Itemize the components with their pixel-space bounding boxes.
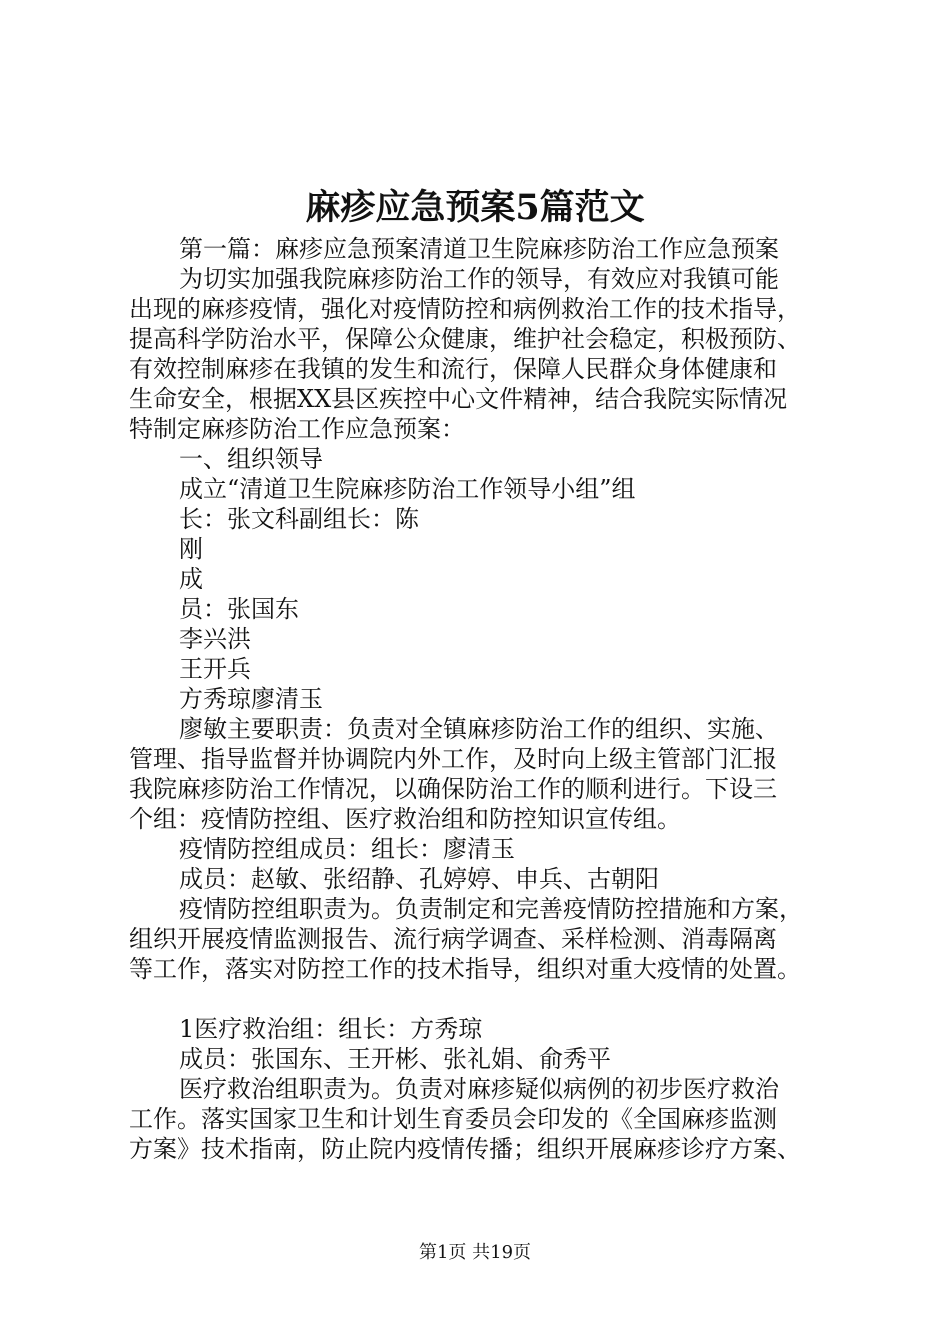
text-line: 成员：张国东、王开彬、张礼娟、俞秀平 [179, 1045, 611, 1073]
text-line: 方案》技术指南，防止院内疫情传播；组织开展麻疹诊疗方案、 [129, 1135, 801, 1163]
text-line: 李兴洪 [179, 625, 251, 653]
text-line: 疫情防控组成员：组长：廖清玉 [179, 835, 515, 863]
text-line: 生命安全，根据XX县区疾控中心文件精神，结合我院实际情况 [129, 385, 788, 413]
text-line: 我院麻疹防治工作情况，以确保防治工作的顺利进行。下设三 [129, 775, 777, 803]
text-line: 工作。落实国家卫生和计划生育委员会印发的《全国麻疹监测 [129, 1105, 777, 1133]
document-body [129, 234, 859, 1164]
text-line: 廖敏主要职责：负责对全镇麻疹防治工作的组织、实施、 [179, 715, 779, 743]
text-line: 1医疗救治组：组长：方秀琼 [179, 1015, 483, 1043]
text-line: 出现的麻疹疫情，强化对疫情防控和病例救治工作的技术指导， [129, 295, 801, 323]
text-line: 医疗救治组职责为。负责对麻疹疑似病例的初步医疗救治 [179, 1075, 779, 1103]
document-title: 麻疹应急预案5篇范文 [305, 187, 645, 228]
text-line: 成立“清道卫生院麻疹防治工作领导小组”组 [179, 475, 636, 503]
text-line: 等工作，落实对防控工作的技术指导，组织对重大疫情的处置。 [129, 955, 801, 983]
paragraph-gap [129, 984, 859, 1014]
text-line: 成 [179, 565, 203, 593]
text-line: 长：张文科副组长：陈 [179, 505, 419, 533]
text-line: 特制定麻疹防治工作应急预案： [129, 415, 465, 443]
text-line: 成员：赵敏、张绍静、孔婷婷、申兵、古朝阳 [179, 865, 659, 893]
text-line: 组织开展疫情监测报告、流行病学调查、采样检测、消毒隔离 [129, 925, 777, 953]
text-line: 为切实加强我院麻疹防治工作的领导，有效应对我镇可能 [179, 265, 779, 293]
text-line: 一、组织领导 [179, 445, 323, 473]
text-line: 王开兵 [179, 655, 251, 683]
page-number-footer: 第1页 共19页 [418, 1242, 532, 1263]
text-line: 疫情防控组职责为。负责制定和完善疫情防控措施和方案， [179, 895, 803, 923]
text-line: 个组：疫情防控组、医疗救治组和防控知识宣传组。 [129, 805, 681, 833]
text-line: 刚 [179, 535, 203, 563]
text-line: 员：张国东 [179, 595, 299, 623]
text-line: 管理、指导监督并协调院内外工作，及时向上级主管部门汇报 [129, 745, 777, 773]
text-line: 有效控制麻疹在我镇的发生和流行，保障人民群众身体健康和 [129, 355, 777, 383]
text-line: 方秀琼廖清玉 [179, 685, 323, 713]
text-line: 第一篇：麻疹应急预案清道卫生院麻疹防治工作应急预案 [179, 235, 779, 263]
text-line: 提高科学防治水平，保障公众健康，维护社会稳定，积极预防、 [129, 325, 801, 353]
